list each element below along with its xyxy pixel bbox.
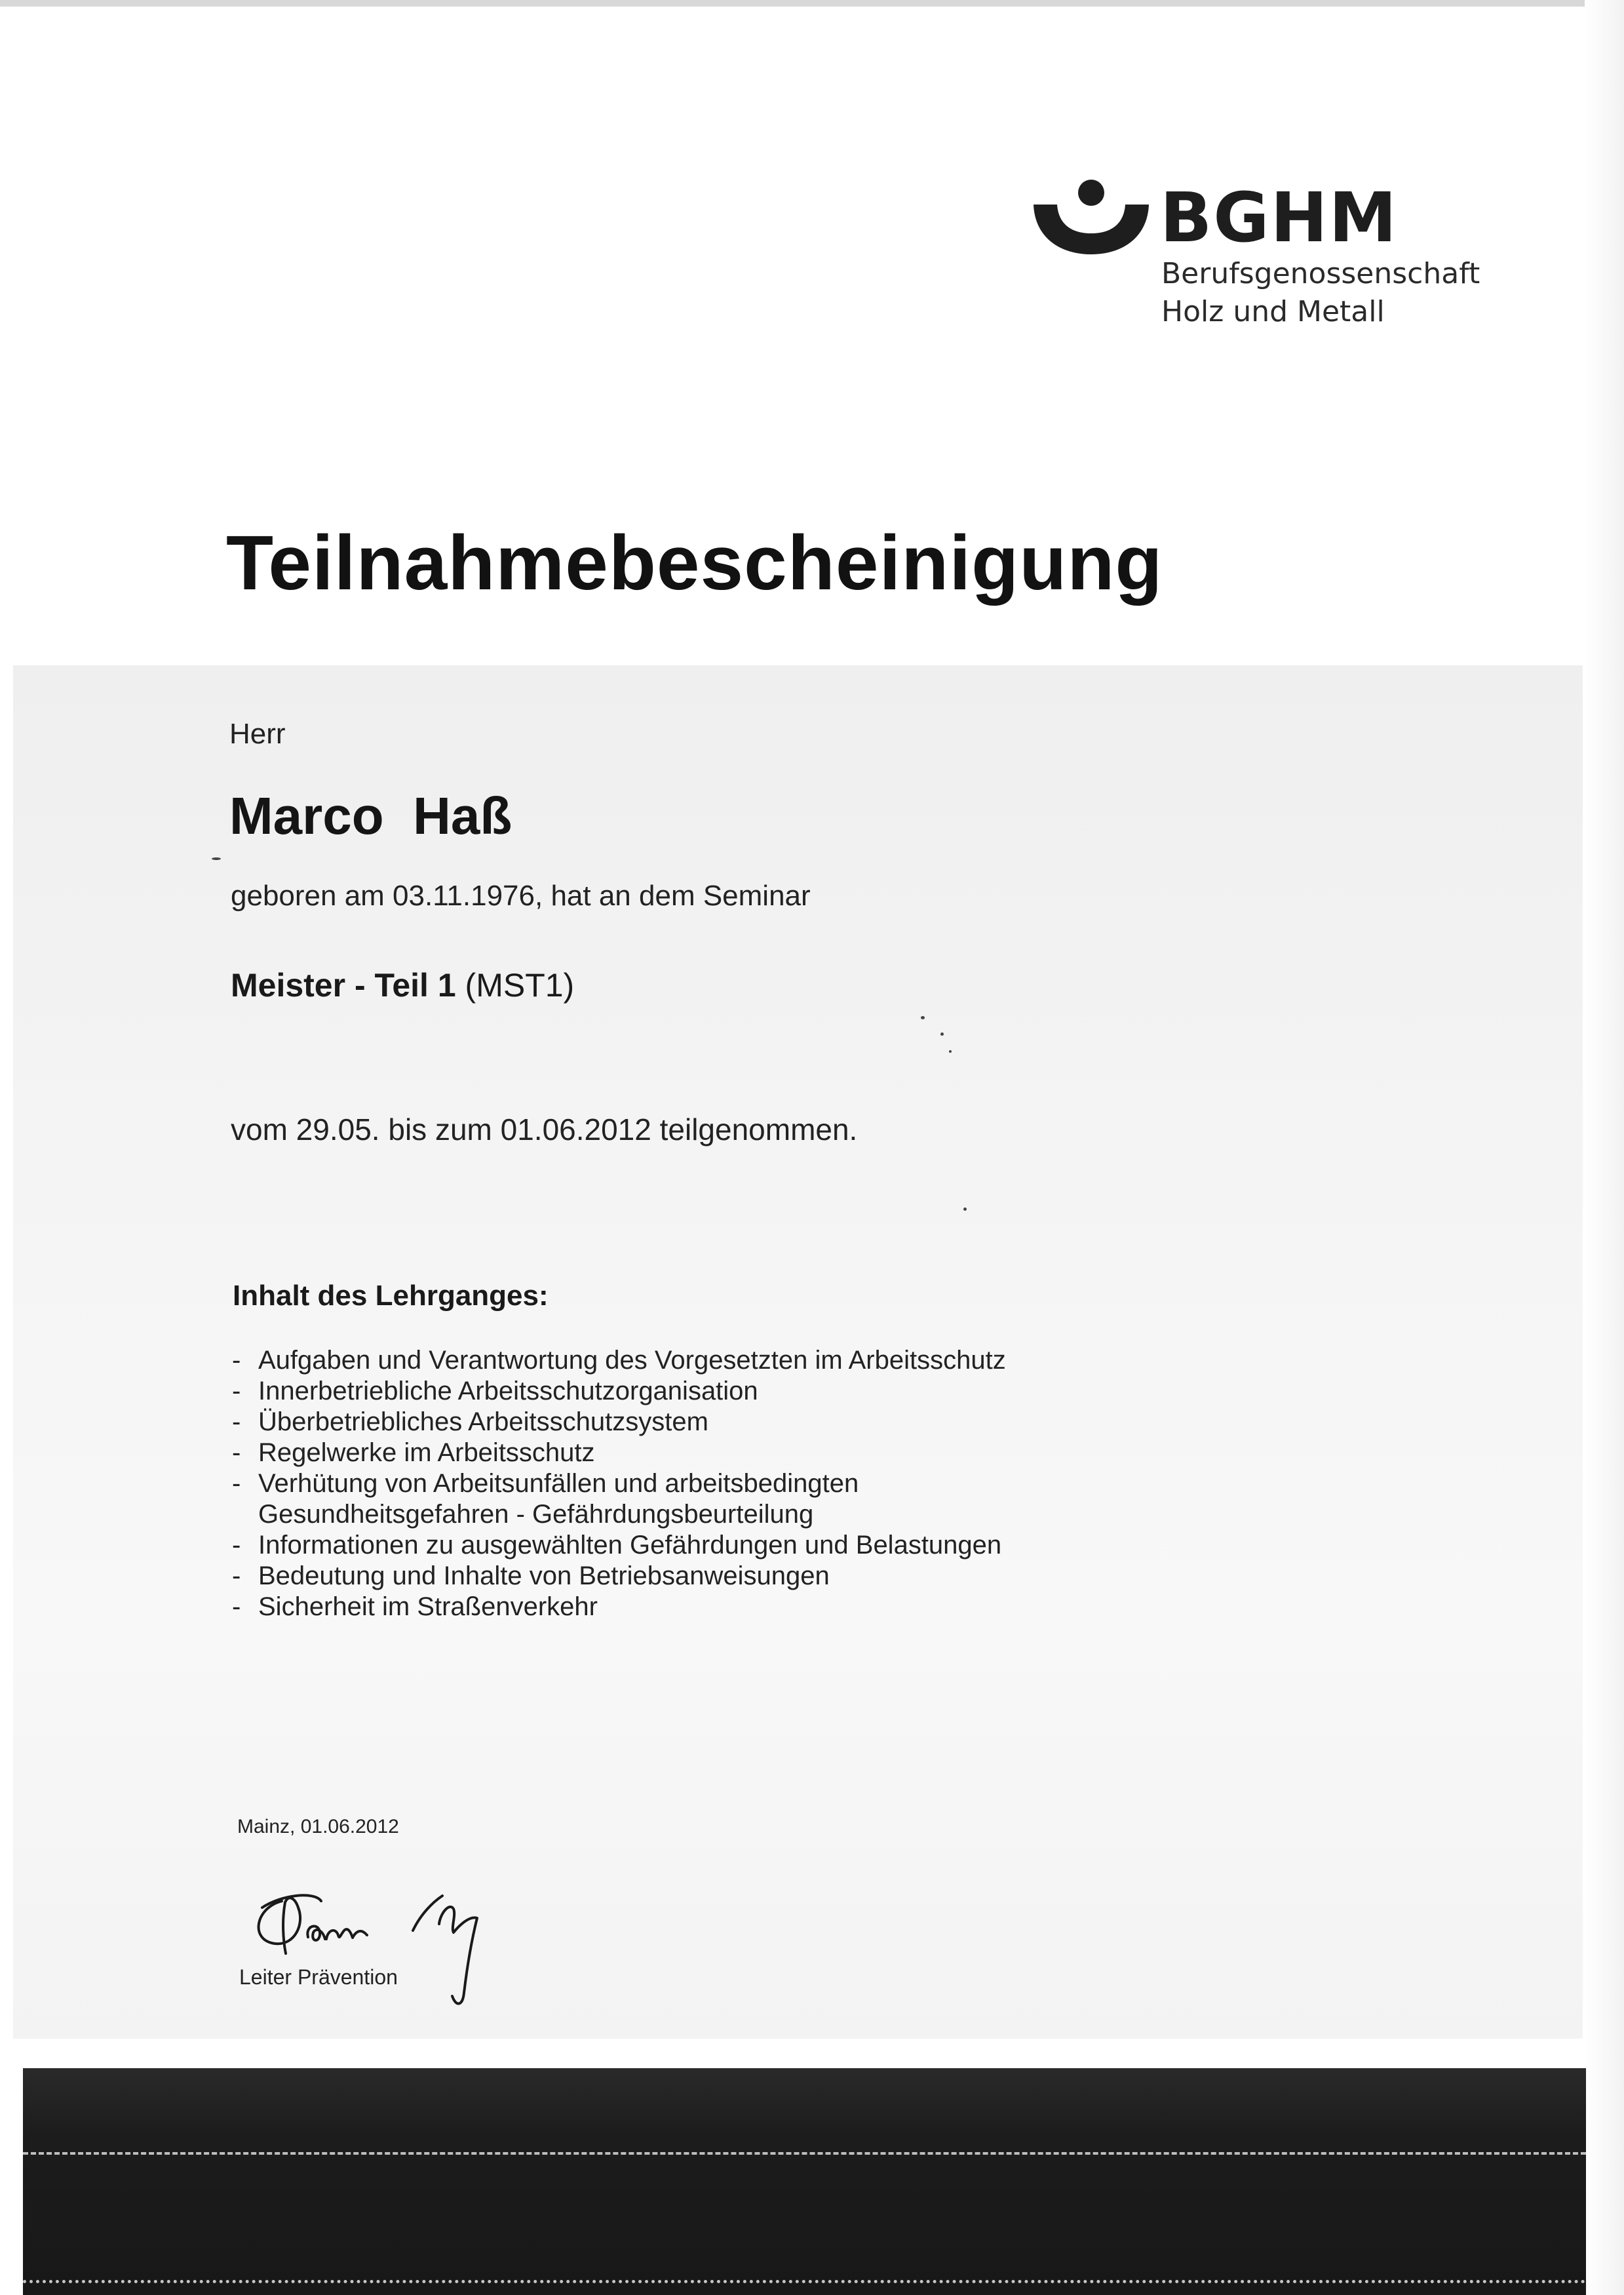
attendance-period: vom 29.05. bis zum 01.06.2012 teilgenommen. [231,1112,858,1147]
page-top-edge [0,0,1624,7]
bghm-emblem-icon [1032,177,1150,256]
footer-band [23,2068,1586,2295]
course-content-list [231,1345,1148,1622]
logo-wordmark: BGHM [1160,178,1399,258]
scan-speck [212,857,221,860]
list-item: - Regelwerke im Arbeitsschutz [231,1438,1148,1468]
logo-subtitle-line1: Berufsgenossenschaft [1161,257,1480,290]
scan-speck [949,1050,952,1053]
list-item: - Innerbetriebliche Arbeitsschutzorganisation [231,1376,1148,1407]
participant-name: Marco Haß [229,787,512,845]
scan-speck [963,1207,967,1211]
seminar-title [231,969,574,1002]
salutation: Herr [229,718,286,750]
footer-dashed-line [23,2152,1586,2155]
seminar-code: (MST1) [465,967,575,1004]
list-item: - Überbetriebliches Arbeitsschutzsystem [231,1407,1148,1438]
bghm-logo [1032,177,1504,341]
course-content-heading: Inhalt des Lehrganges: [233,1280,549,1312]
list-item: - Verhütung von Arbeitsunfällen und arbeitsbedingten Gesundheitsgefahren - Gefährdungsbeurteilung [231,1468,1148,1530]
list-item: - Aufgaben und Verantwortung des Vorgesetzten im Arbeitsschutz [231,1345,1148,1376]
list-item: - Informationen zu ausgewählten Gefährdungen und Belastungen [231,1530,1148,1561]
page-right-edge [1585,0,1624,2295]
signer-role: Leiter Prävention [239,1965,398,1989]
scan-speck [940,1032,944,1036]
handwritten-signature [242,1862,570,2026]
list-item: - Sicherheit im Straßenverkehr [231,1592,1148,1622]
document-title: Teilnahmebescheinigung [226,520,1163,606]
footer-dotted-line [23,2280,1586,2283]
seminar-name: Meister - Teil 1 [231,967,456,1004]
logo-subtitle-line2: Holz und Metall [1161,295,1385,328]
birth-date-line: geboren am 03.11.1976, hat an dem Seminar [231,880,811,912]
list-item: - Bedeutung und Inhalte von Betriebsanweisungen [231,1561,1148,1592]
scan-speck [921,1016,925,1019]
place-and-date: Mainz, 01.06.2012 [237,1816,399,1837]
